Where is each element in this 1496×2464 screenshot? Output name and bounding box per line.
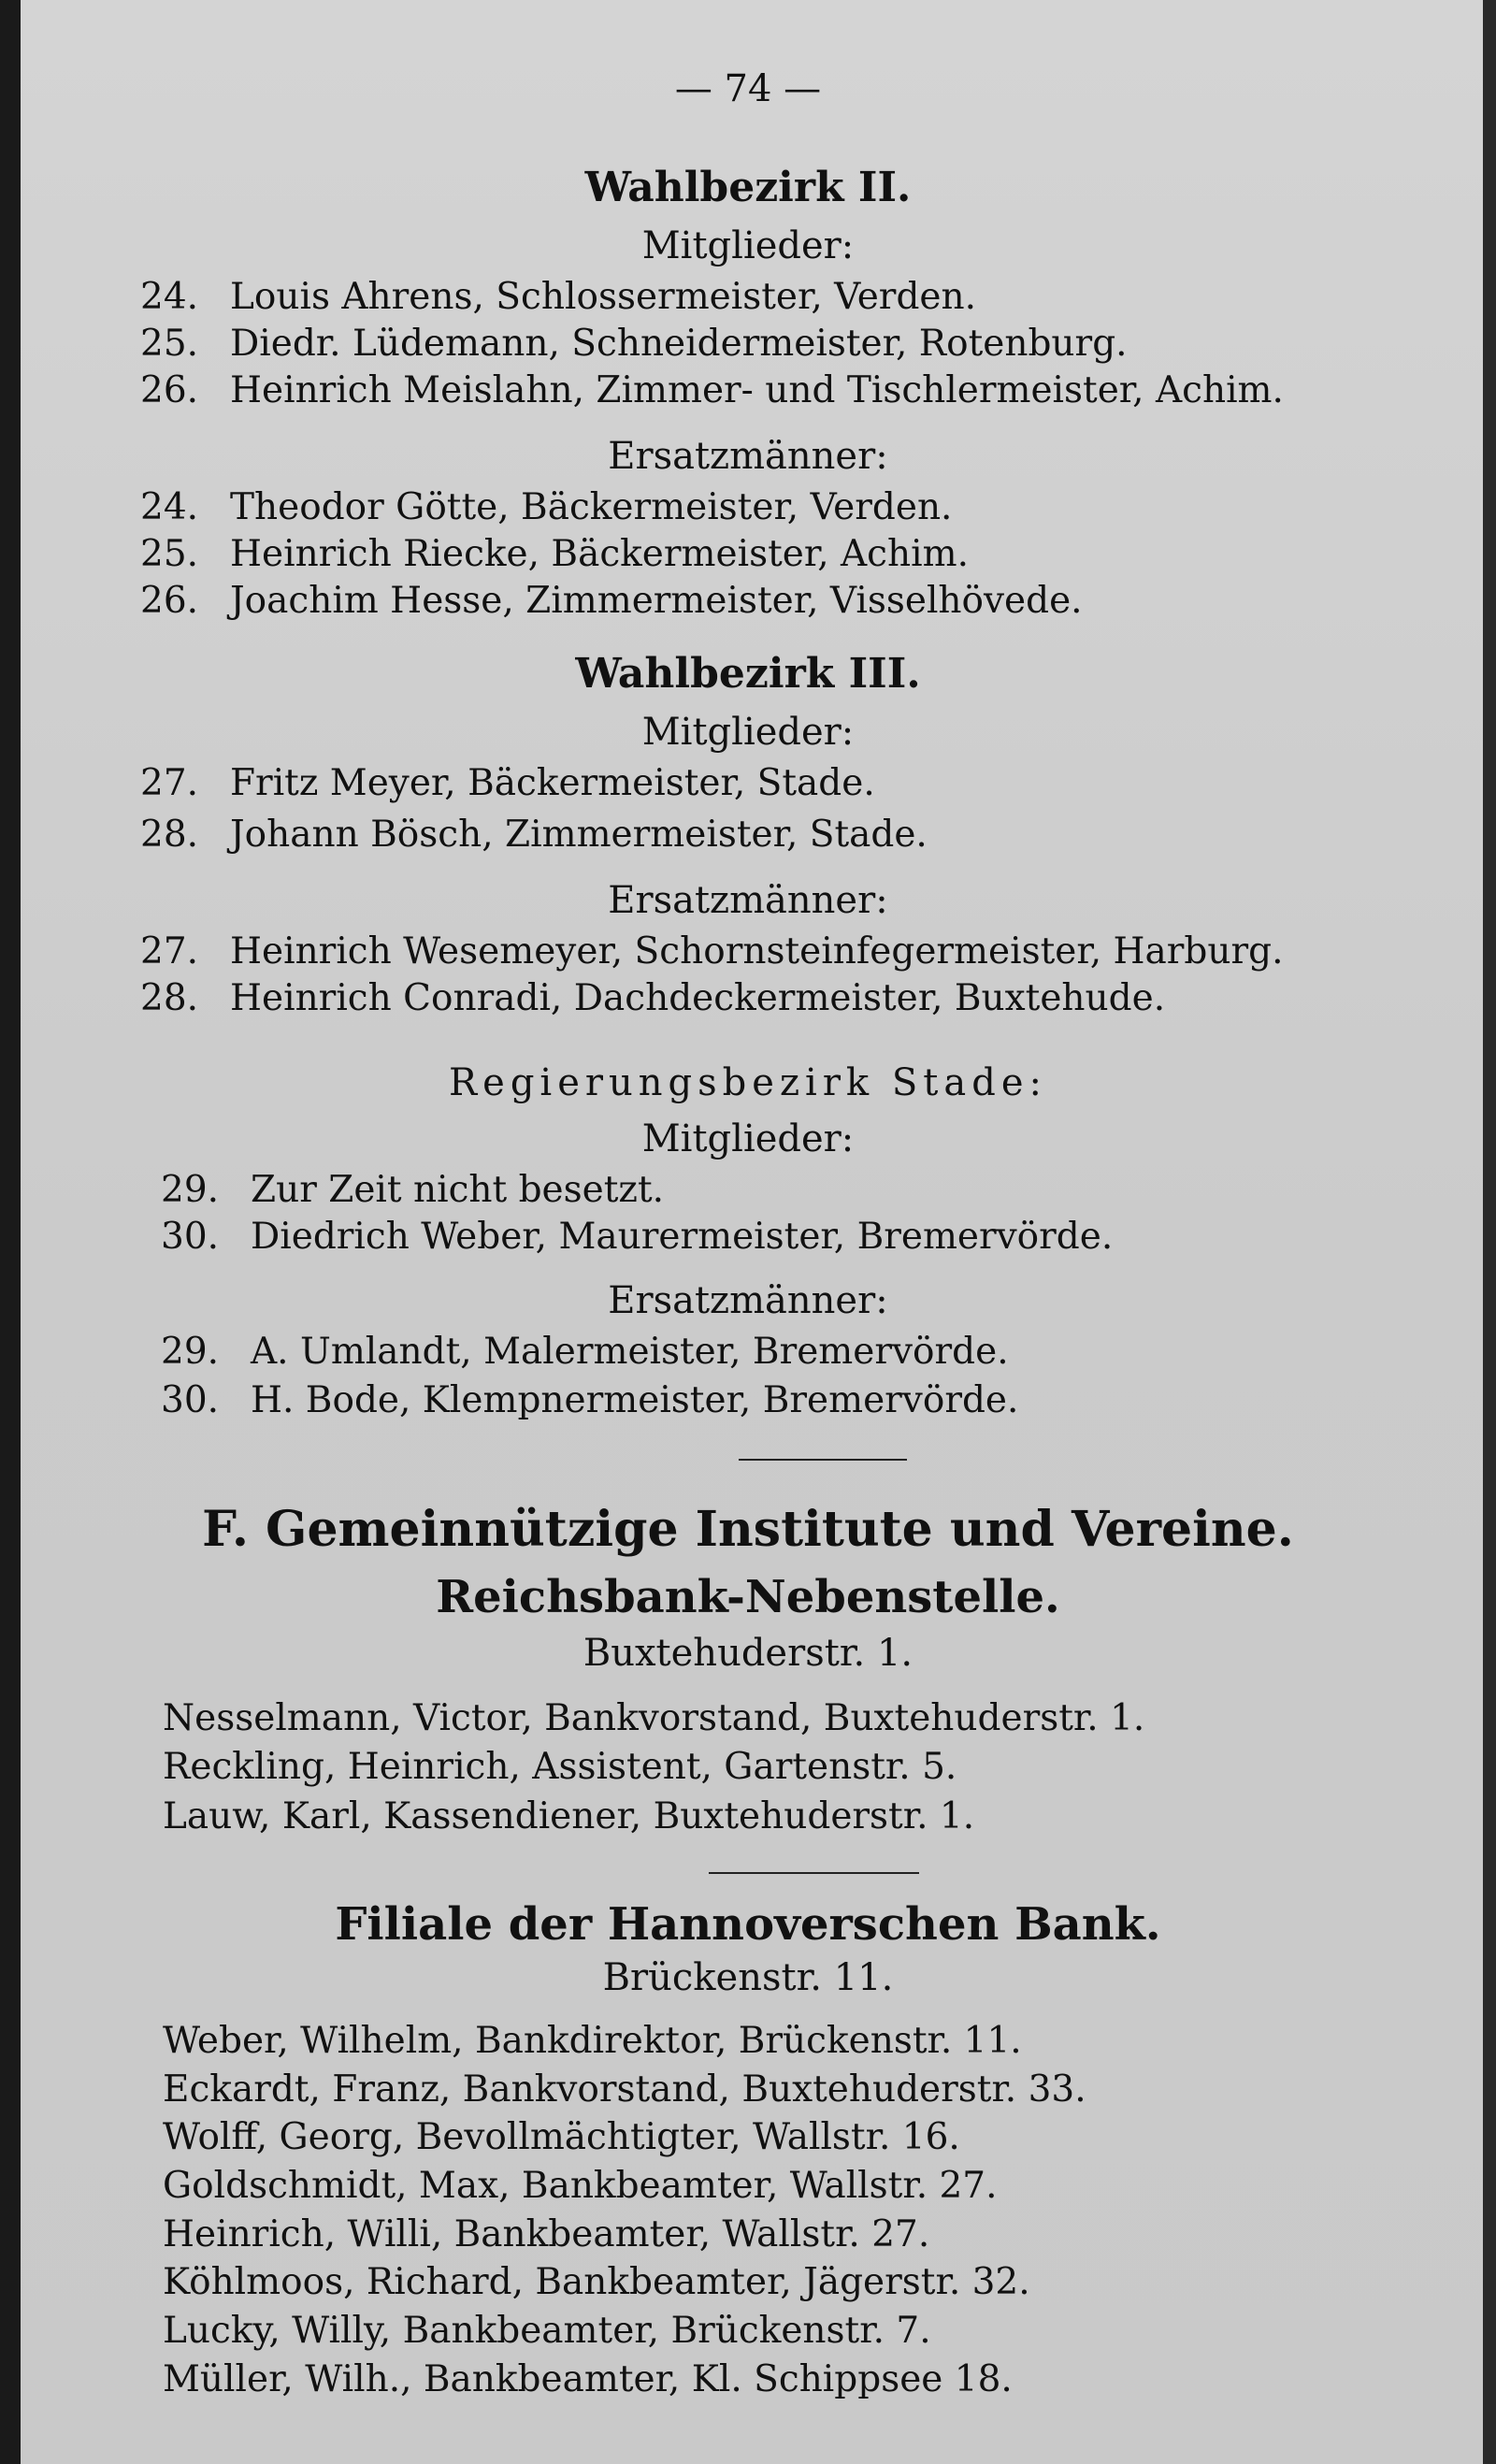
entry-text: Heinrich Riecke, Bäckermeister, Achim. bbox=[230, 533, 969, 575]
list-item bbox=[161, 1379, 1018, 1421]
page-edge-left bbox=[0, 0, 21, 2464]
entry-text: Diedrich Weber, Maurermeister, Bremervörde. bbox=[251, 1216, 1114, 1258]
list-item bbox=[140, 814, 928, 856]
list-item bbox=[140, 276, 976, 318]
entry-number: 30. bbox=[161, 1379, 220, 1421]
entry-text: Heinrich Wesemeyer, Schornsteinfegermeister, Harburg. bbox=[230, 930, 1284, 973]
wahlbezirk-2-ersatz-label: Ersatzmänner: bbox=[608, 435, 888, 478]
regierungsbezirk-heading: Regierungsbezirk Stade: bbox=[449, 1061, 1047, 1104]
list-item bbox=[140, 580, 1083, 622]
entry-number: 29. bbox=[161, 1169, 220, 1211]
list-item bbox=[161, 1331, 1009, 1373]
reichsbank-address: Buxtehuderstr. 1. bbox=[583, 1632, 913, 1675]
list-item bbox=[140, 486, 952, 528]
entry-text: Heinrich Meislahn, Zimmer- und Tischlermeister, Achim. bbox=[230, 369, 1284, 411]
entry-text: Johann Bösch, Zimmermeister, Stade. bbox=[230, 814, 928, 856]
list-item bbox=[140, 930, 1284, 973]
wahlbezirk-3-ersatz-label: Ersatzmänner: bbox=[608, 879, 888, 922]
list-item bbox=[161, 1169, 664, 1211]
entry-text: Diedr. Lüdemann, Schneidermeister, Rotenburg. bbox=[230, 323, 1128, 365]
entry-number: 26. bbox=[140, 580, 199, 622]
section-divider bbox=[709, 1872, 919, 1874]
list-item bbox=[140, 762, 875, 804]
person-entry: Weber, Wilhelm, Bankdirektor, Brückenstr. 11. bbox=[163, 2020, 1022, 2062]
entry-number: 24. bbox=[140, 276, 199, 318]
person-entry: Müller, Wilh., Bankbeamter, Kl. Schippsee 18. bbox=[163, 2358, 1013, 2400]
person-entry: Lucky, Willy, Bankbeamter, Brückenstr. 7. bbox=[163, 2310, 931, 2352]
regierungsbezirk-mitglieder-label: Mitglieder: bbox=[641, 1117, 855, 1160]
entry-text: Louis Ahrens, Schlossermeister, Verden. bbox=[230, 276, 977, 318]
entry-number: 24. bbox=[140, 486, 199, 528]
entry-number: 26. bbox=[140, 369, 199, 411]
filiale-heading: Filiale der Hannoverschen Bank. bbox=[335, 1898, 1161, 1951]
person-entry: Köhlmoos, Richard, Bankbeamter, Jägerstr. 32. bbox=[163, 2261, 1030, 2303]
entry-number: 25. bbox=[140, 533, 199, 575]
person-entry: Wolff, Georg, Bevollmächtigter, Wallstr. 16. bbox=[163, 2116, 960, 2158]
wahlbezirk-2-mitglieder-label: Mitglieder: bbox=[641, 224, 855, 267]
page-edge-right bbox=[1483, 0, 1496, 2464]
wahlbezirk-3-mitglieder-label: Mitglieder: bbox=[641, 711, 855, 754]
list-item bbox=[140, 323, 1128, 365]
section-f-heading: F. Gemeinnützige Institute und Vereine. bbox=[202, 1501, 1294, 1558]
entry-number: 27. bbox=[140, 762, 199, 804]
entry-text: Zur Zeit nicht besetzt. bbox=[251, 1169, 665, 1211]
person-entry: Reckling, Heinrich, Assistent, Gartenstr. 5. bbox=[163, 1746, 957, 1788]
page-number: — 74 — bbox=[674, 67, 822, 110]
entry-number: 28. bbox=[140, 814, 199, 856]
entry-number: 29. bbox=[161, 1331, 220, 1373]
entry-text: H. Bode, Klempnermeister, Bremervörde. bbox=[251, 1379, 1019, 1421]
entry-number: 25. bbox=[140, 323, 199, 365]
entry-text: Heinrich Conradi, Dachdeckermeister, Buxtehude. bbox=[230, 977, 1166, 1019]
reichsbank-heading: Reichsbank-Nebenstelle. bbox=[436, 1571, 1060, 1623]
person-entry: Eckardt, Franz, Bankvorstand, Buxtehuderstr. 33. bbox=[163, 2068, 1086, 2111]
entry-text: Theodor Götte, Bäckermeister, Verden. bbox=[230, 486, 953, 528]
person-entry: Nesselmann, Victor, Bankvorstand, Buxtehuderstr. 1. bbox=[163, 1697, 1145, 1739]
person-entry: Lauw, Karl, Kassendiener, Buxtehuderstr. 1. bbox=[163, 1795, 975, 1837]
wahlbezirk-3-heading: Wahlbezirk III. bbox=[575, 650, 921, 698]
person-entry: Goldschmidt, Max, Bankbeamter, Wallstr. 27. bbox=[163, 2165, 998, 2207]
entry-number: 30. bbox=[161, 1216, 220, 1258]
list-item bbox=[161, 1216, 1113, 1258]
entry-text: A. Umlandt, Malermeister, Bremervörde. bbox=[251, 1331, 1009, 1373]
list-item bbox=[140, 369, 1284, 411]
list-item bbox=[140, 977, 1165, 1019]
list-item bbox=[140, 533, 969, 575]
entry-text: Fritz Meyer, Bäckermeister, Stade. bbox=[230, 762, 875, 804]
regierungsbezirk-ersatz-label: Ersatzmänner: bbox=[608, 1279, 888, 1322]
wahlbezirk-2-heading: Wahlbezirk II. bbox=[584, 164, 912, 211]
entry-text: Joachim Hesse, Zimmermeister, Visselhövede. bbox=[230, 580, 1083, 622]
entry-number: 28. bbox=[140, 977, 199, 1019]
filiale-address: Brückenstr. 11. bbox=[602, 1956, 894, 1999]
section-divider bbox=[739, 1459, 907, 1461]
entry-number: 27. bbox=[140, 930, 199, 973]
person-entry: Heinrich, Willi, Bankbeamter, Wallstr. 27. bbox=[163, 2213, 930, 2255]
